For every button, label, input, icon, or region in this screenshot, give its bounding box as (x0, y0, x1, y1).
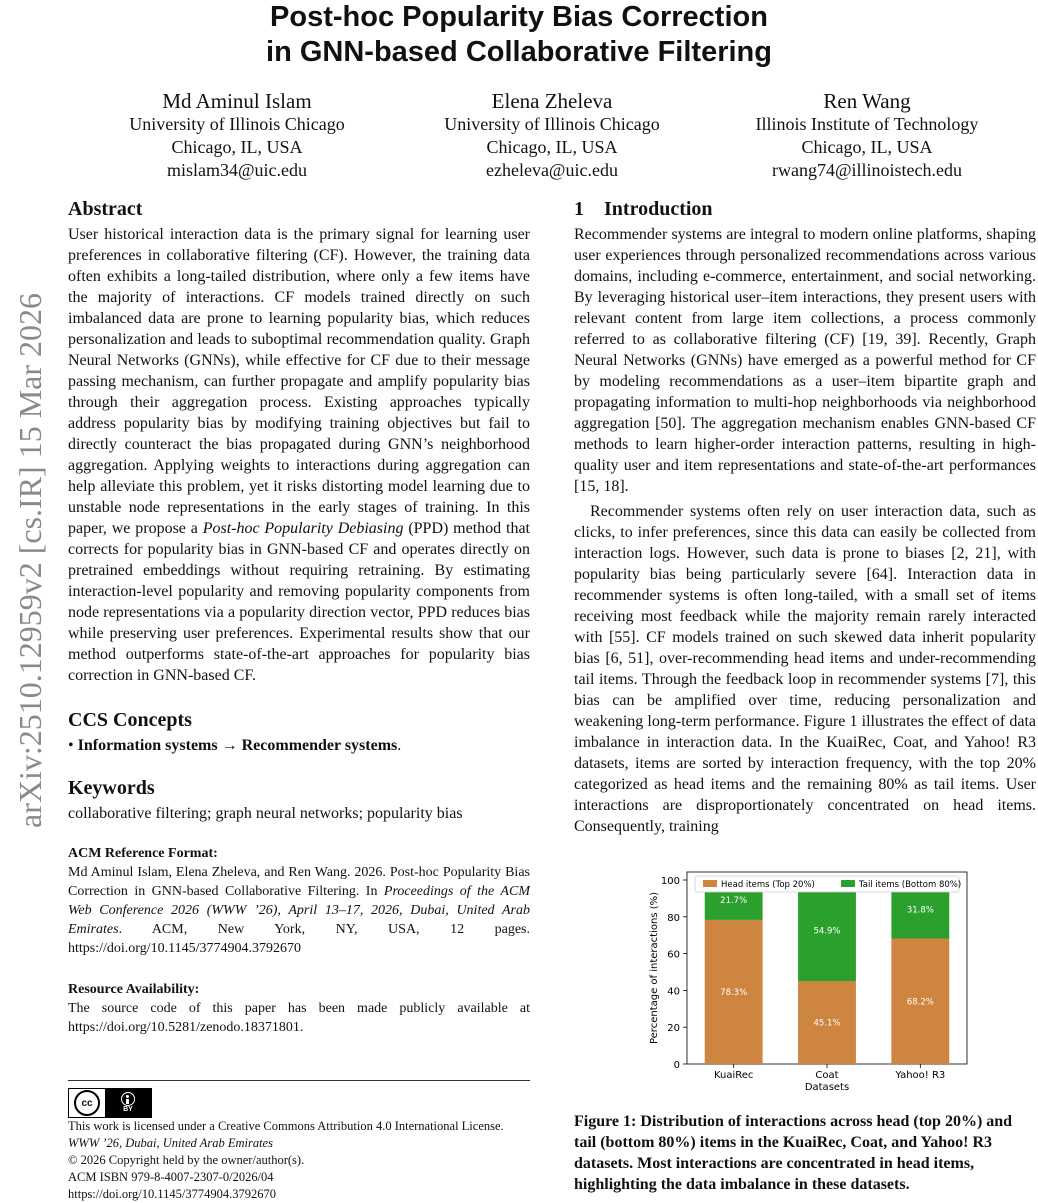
author-location: Chicago, IL, USA (486, 137, 618, 157)
resource-heading: Resource Availability: (68, 982, 200, 997)
title-line-1: Post-hoc Popularity Bias Correction (270, 1, 768, 33)
author-location: Chicago, IL, USA (801, 137, 933, 157)
author-affiliation: Illinois Institute of Technology (755, 114, 979, 134)
bar-value-label: 68.2% (906, 997, 934, 1008)
venue-line: WWW ’26, Dubai, United Arab Emirates (68, 1136, 273, 1150)
author-name: Md Aminul Islam (162, 89, 312, 113)
author-email: rwang74@illinoistech.edu (771, 160, 963, 180)
x-tick-label: Yahoo! R3 (895, 1070, 946, 1081)
author-location: Chicago, IL, USA (171, 137, 303, 157)
author-block-1 (77, 89, 397, 182)
y-tick-label: 80 (667, 912, 680, 924)
right-column (574, 197, 1036, 837)
y-tick-label: 0 (673, 1060, 680, 1071)
arxiv-identifier: arXiv:2510.12959v2 [cs.IR] 15 Mar 2026 (12, 292, 48, 828)
figure-1-caption: Figure 1: Distribution of interactions across head (top 20%) and tail (bottom 80%) items in the KuaiRec, Coat, and Yahoo! R3 datasets. Most interactions are concentrated in head items, highlighting the data imbalance in these datasets. (574, 1113, 1013, 1193)
author-block-3 (707, 89, 1027, 182)
left-column (68, 197, 530, 1037)
y-tick-label: 60 (667, 949, 680, 961)
bar-value-label: 31.8% (906, 905, 934, 916)
author-affiliation: University of Illinois Chicago (129, 114, 345, 134)
paper-title (0, 0, 1038, 70)
legend-swatch (703, 880, 717, 887)
author-block-2 (392, 89, 712, 182)
resource-availability (68, 980, 530, 1037)
resource-text: The source code of this paper has been made publicly available at https://doi.org/10.5281/zenodo.18371801. (68, 1001, 530, 1035)
author-email: ezheleva@uic.edu (485, 160, 618, 180)
acm-reference (68, 844, 530, 958)
intro-paragraph-1: Recommender systems are integral to modern online platforms, shaping user experiences through personalized recommendations across various domains, including e-commerce, entertainment, and social networking. By leveraging historical user–item interactions, they present users with relevant content from large item collections, a process commonly referred to as collaborative filtering (CF) [19, 39]. Recently, Graph Neural Networks (GNNs) have emerged as a powerful method for CF by modeling recommendations as a user–item bipartite graph and propagating information to multi-hop neighborhoods via neighborhood aggregation [50]. The aggregation mechanism enables GNN-based CF methods to learn higher-order interaction patterns, resulting in high-quality user and item representations and state-of-the-art performances [15, 18]. (574, 226, 1036, 495)
license-divider (68, 1080, 530, 1081)
title-line-2: in GNN-based Collaborative Filtering (266, 36, 772, 68)
ccs-concepts: • Information systems → Recommender systems. (68, 737, 402, 754)
cc-icon: cc (69, 1089, 105, 1117)
bar-value-label: 78.3% (720, 987, 748, 998)
keywords-heading: Keywords (68, 777, 155, 799)
legend-label: Head items (Top 20%) (721, 880, 815, 890)
author-affiliation: University of Illinois Chicago (444, 114, 660, 134)
license-text (68, 1118, 538, 1203)
figure-1-chart (645, 862, 975, 1094)
y-tick-label: 40 (667, 986, 680, 998)
y-tick-label: 20 (667, 1023, 680, 1035)
legend-swatch (841, 880, 855, 887)
author-name: Ren Wang (823, 89, 911, 113)
bar-value-label: 45.1% (813, 1018, 841, 1029)
isbn-line: ACM ISBN 979-8-4007-2307-0/2026/04 (68, 1170, 274, 1184)
doi-link[interactable]: https://doi.org/10.1145/3774904.3792670 (68, 1187, 276, 1201)
keywords-text: collaborative filtering; graph neural networks; popularity bias (68, 805, 463, 822)
ccs-heading: CCS Concepts (68, 709, 192, 731)
abstract-text: User historical interaction data is the primary signal for learning user preferences in collaborative filtering (CF). However, the training data often exhibits a long-tailed distribution, where only a few items have the majority of interactions. CF models trained directly on such imbalanced data are prone to learning popularity bias, which reduces personalization and leads to suboptimal recommendation quality. Graph Neural Networks (GNNs), while effective for CF due to their message passing mechanism, can further propagate and amplify popularity bias through their aggregation process. Existing approaches typically address popularity bias by modifying training objectives but fail to directly counteract the bias propagated during GNN’s neighborhood aggregation. Applying weights to interactions during aggregation can help alleviate this problem, yet it risks distorting model learning due to unstable node representations in the early stages of training. In this paper, we propose a Post-hoc Popularity Debiasing (PPD) method that corrects for popularity bias in GNN-based CF and operates directly on pretrained embeddings without requiring retraining. By estimating interaction-level popularity and removing popularity components from node representations via a popularity direction vector, PPD reduces bias while preserving user preferences. Experimental results show that our method outperforms state-of-the-art approaches for popularity bias correction in GNN-based CF. (68, 226, 530, 684)
license-line: This work is licensed under a Creative Commons Attribution 4.0 International License. (68, 1119, 504, 1133)
x-tick-label: Coat (815, 1070, 839, 1081)
acm-reference-text: Md Aminul Islam, Elena Zheleva, and Ren Wang. 2026. Post-hoc Popularity Bias Correction in GNN-based Collaborative Filtering. In Proceedings of the ACM Web Conference 2026 (WWW ’26), April 13–17, 2026, Dubai, United Arab Emirates. ACM, New York, NY, USA, 12 pages. https://doi.org/10.1145/3774904.3792670 (68, 865, 530, 956)
intro-heading: 1 Introduction (574, 198, 713, 220)
intro-paragraph-2: Recommender systems often rely on user interaction data, such as clicks, to infer preferences, since this data can easily be collected from interaction logs. However, such data is prone to biases [2, 21], with popularity bias being particularly severe [64]. Interaction data in recommender systems is often long-tailed, with a small set of items receiving most feedback while the majority remain rarely interacted with [55]. CF models trained on such skewed data inherit popularity bias [6, 51], over-recommending head items and under-recommending tail items. Through the feedback loop in recommender systems [7], this bias can be amplified over time, reducing personalization and weakening long-term performance. Figure 1 illustrates the effect of data imbalance in interaction data. In the KuaiRec, Coat, and Yahoo! R3 datasets, items are sorted by interaction frequency, with the top 20% categorized as head items and the remaining 80% as tail items. User interactions are disproportionately concentrated on head items. Consequently, training (574, 503, 1036, 835)
by-icon: BY (105, 1089, 151, 1117)
acm-reference-heading: ACM Reference Format: (68, 846, 218, 861)
x-tick-label: KuaiRec (713, 1070, 754, 1081)
x-axis-label: Datasets (804, 1082, 850, 1093)
author-name: Elena Zheleva (491, 89, 613, 113)
bar-value-label: 21.7% (720, 895, 748, 906)
y-tick-label: 100 (660, 876, 680, 887)
y-axis-label: Percentage of interactions (%) (649, 891, 660, 1045)
abstract-heading: Abstract (68, 198, 143, 220)
legend-label: Tail items (Bottom 80%) (859, 880, 962, 890)
copyright-line: © 2026 Copyright held by the owner/author(s). (68, 1153, 305, 1167)
bar-value-label: 54.9% (813, 926, 841, 937)
author-email: mislam34@uic.edu (166, 160, 308, 180)
cc-by-badge[interactable] (68, 1088, 152, 1118)
